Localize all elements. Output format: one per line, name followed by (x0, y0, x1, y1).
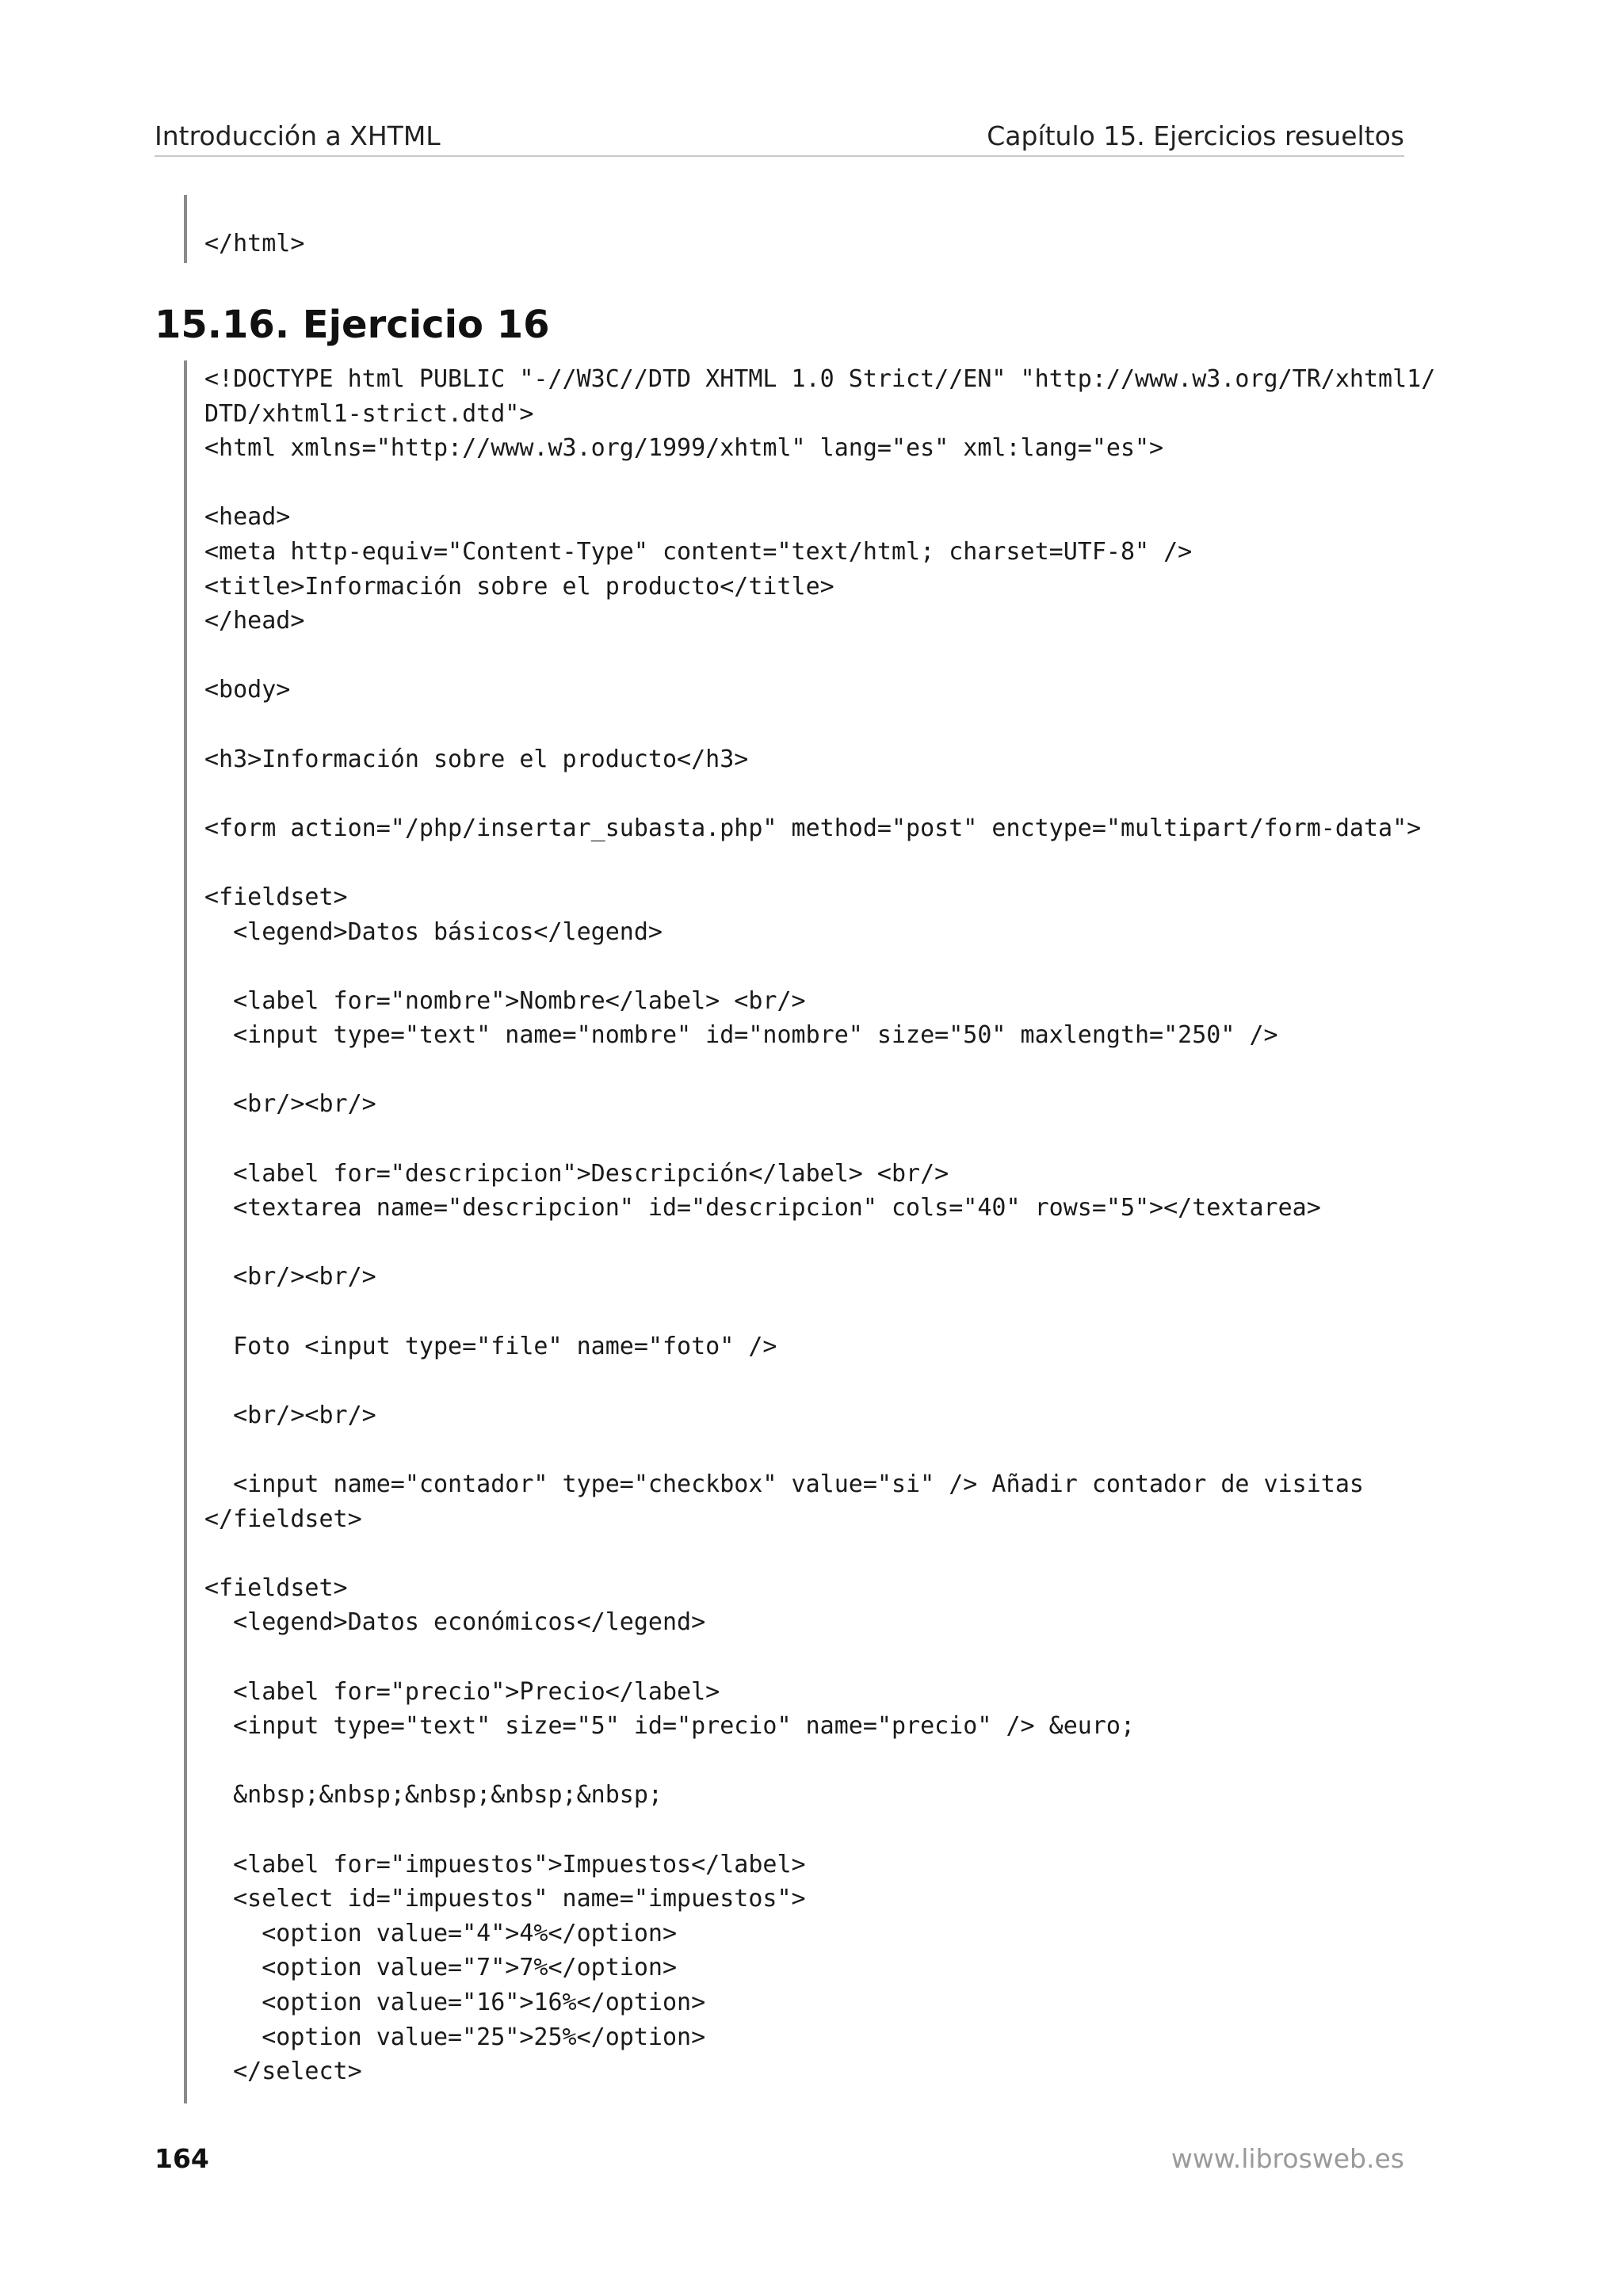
code-line (204, 1432, 1435, 1467)
code-line: <!DOCTYPE html PUBLIC "-//W3C//DTD XHTML 1.0 Strict//EN" "http://www.w3.org/TR/xhtml1/ (204, 365, 1436, 393)
code-line (204, 776, 1435, 811)
code-line: <html xmlns="http://www.w3.org/1999/xhtml" lang="es" xml:lang="es"> (204, 434, 1164, 463)
code-line (204, 1813, 1435, 1848)
code-line: <select id="impuestos" name="impuestos"> (204, 1885, 806, 1913)
code-line (204, 466, 1435, 501)
code-line (204, 1363, 1435, 1398)
code-line (204, 1122, 1435, 1157)
code-line: <input type="text" size="5" id="precio" name="precio" /> &euro; (204, 1712, 1135, 1741)
page-footer (155, 2139, 1404, 2179)
chapter-title: Capítulo 15. Ejercicios resueltos (987, 120, 1404, 151)
code-line (204, 1744, 1435, 1779)
page-header (155, 117, 1404, 157)
code-line (204, 1295, 1435, 1329)
book-title: Introducción a XHTML (155, 120, 441, 151)
code-line (204, 639, 1435, 673)
code-line: <legend>Datos básicos</legend> (204, 917, 663, 946)
code-line (204, 707, 1435, 742)
code-line: <br/><br/> (204, 1401, 376, 1429)
code-line: <label for="precio">Precio</label> (204, 1677, 720, 1706)
code-line: &nbsp;&nbsp;&nbsp;&nbsp;&nbsp; (204, 1781, 663, 1810)
code-line: <fieldset> (204, 1573, 348, 1602)
code-line: <option value="4">4%</option> (204, 1919, 678, 1947)
code-line: DTD/xhtml1-strict.dtd"> (204, 399, 534, 428)
page-number: 164 (155, 2143, 209, 2174)
code-line: Foto <input type="file" name="foto" /> (204, 1332, 777, 1360)
code-line: <h3>Información sobre el producto</h3> (204, 745, 749, 773)
code-line: <meta http-equiv="Content-Type" content="text/html; charset=UTF-8" /> (204, 537, 1193, 566)
code-line (204, 845, 1435, 880)
code-line: </html> (204, 230, 305, 257)
code-line: </select> (204, 2058, 362, 2086)
code-line: <form action="/php/insertar_subasta.php" method="post" enctype="multipart/form-data"> (204, 814, 1422, 842)
code-line: <br/><br/> (204, 1090, 376, 1119)
code-line: <option value="16">16%</option> (204, 1988, 706, 2016)
code-line: <input name="contador" type="checkbox" value="si" /> Añadir contador de visitas (204, 1470, 1364, 1498)
code-line: <body> (204, 676, 291, 704)
code-line: <option value="25">25%</option> (204, 2023, 706, 2051)
code-line: <label for="nombre">Nombre</label> <br/> (204, 986, 806, 1015)
code-line: <input type="text" name="nombre" id="nombre" size="50" maxlength="250" /> (204, 1021, 1278, 1050)
code-line: <label for="impuestos">Impuestos</label> (204, 1850, 806, 1878)
code-block-previous (184, 195, 304, 263)
code-line (204, 1053, 1435, 1088)
code-line: <title>Información sobre el producto</title> (204, 572, 834, 601)
code-line: <label for="descripcion">Descripción</label> <br/> (204, 1159, 949, 1188)
code-line: <textarea name="descripcion" id="descripcion" cols="40" rows="5"></textarea> (204, 1194, 1321, 1222)
site-url: www.librosweb.es (1170, 2143, 1404, 2174)
code-line: </fieldset> (204, 1505, 362, 1533)
code-line (204, 1536, 1435, 1571)
code-line (204, 1226, 1435, 1261)
code-line: </head> (204, 607, 305, 635)
code-line (204, 1640, 1435, 1675)
code-line: <br/><br/> (204, 1263, 376, 1291)
section-title: 15.16. Ejercicio 16 (155, 303, 550, 347)
code-line (204, 949, 1435, 984)
code-line: <fieldset> (204, 883, 348, 911)
code-block-exercise-16 (184, 360, 1435, 2103)
code-line: <head> (204, 503, 291, 532)
code-line: <option value="7">7%</option> (204, 1954, 678, 1982)
code-line: <legend>Datos económicos</legend> (204, 1608, 706, 1637)
